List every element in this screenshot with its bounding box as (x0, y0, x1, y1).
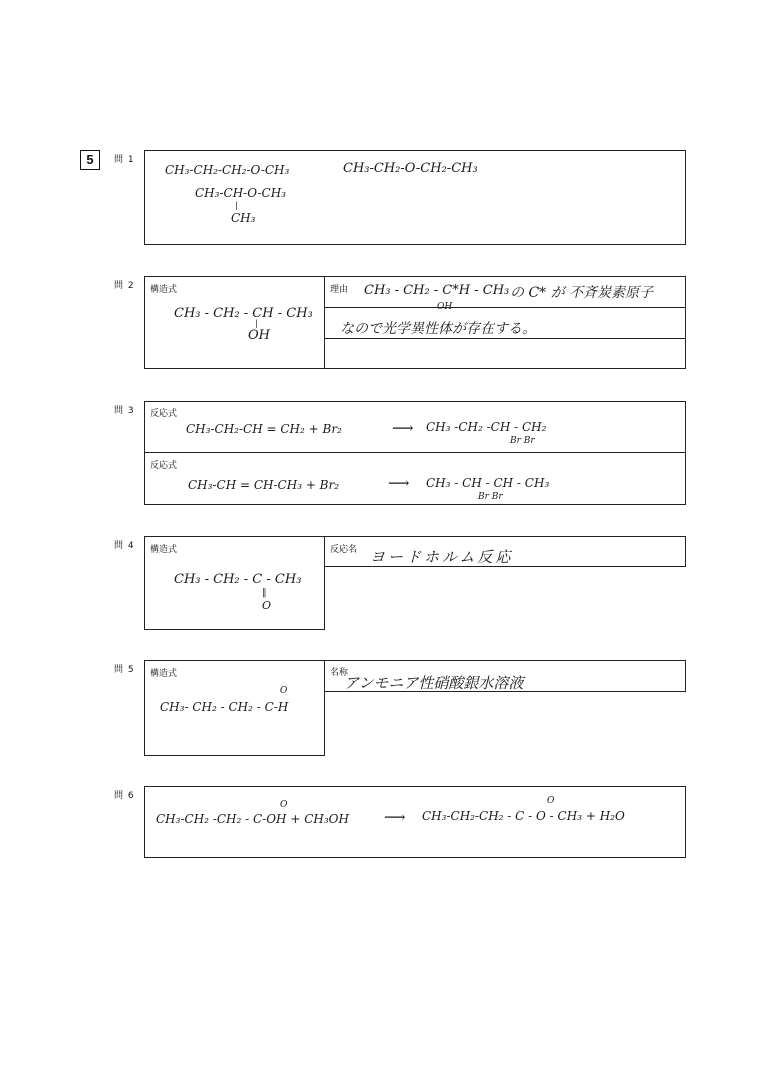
q4-structure-header: 構造式 (150, 545, 178, 555)
q3-header-2: 反応式 (150, 461, 178, 471)
q3-eq1-right: CH₃ -CH₂ -CH - CH₂ (426, 420, 547, 434)
q3-eq2-br: Br Br (478, 492, 503, 502)
q5-structure-header: 構造式 (150, 669, 178, 679)
q4-label: 問 4 (114, 541, 135, 551)
q1-answer-b: CH₃-CH-O-CH₃ (195, 186, 287, 200)
q5-structure-o: O (280, 686, 288, 696)
q1-answer-b-branch: CH₃ (231, 211, 256, 225)
q3-divider (144, 452, 686, 453)
q5-name-value: アンモニア性硝酸銀水溶液 (344, 674, 524, 692)
q2-reason-text-2: なので光学異性体が存在する。 (340, 321, 536, 337)
q2-structure-bond: | (255, 319, 258, 328)
q5-structure-main: CH₃- CH₂ - CH₂ - C-H (160, 700, 289, 714)
q2-label: 問 2 (114, 281, 135, 291)
q2-reason-header: 理由 (330, 285, 349, 295)
q6-arrow: ⟶ (384, 808, 406, 826)
q3-eq1-br: Br Br (510, 436, 535, 446)
q6-left-o: O (280, 800, 288, 810)
q4-structure-bond: ‖ (262, 588, 267, 598)
q4-structure-main: CH₃ - CH₂ - C - CH₃ (174, 572, 302, 587)
q3-label: 問 3 (114, 406, 135, 416)
q2-reason-rule-2 (324, 338, 686, 339)
q2-structure-main: CH₃ - CH₂ - CH - CH₃ (174, 306, 313, 321)
q5-label: 問 5 (114, 665, 135, 675)
q4-reaction-header: 反応名 (330, 545, 358, 555)
q2-structure-header: 構造式 (150, 285, 178, 295)
q1-answer-b-bond: | (235, 201, 238, 210)
q1-answer-c: CH₃-CH₂-O-CH₂-CH₃ (343, 161, 478, 176)
q1-answer-box (144, 150, 686, 245)
q1-answer-a: CH₃-CH₂-CH₂-O-CH₃ (165, 163, 290, 177)
q4-structure-branch: O (262, 599, 272, 612)
q3-eq1-arrow: ⟶ (392, 419, 414, 437)
q6-label: 問 6 (114, 791, 135, 801)
q3-eq2-right: CH₃ - CH - CH - CH₃ (426, 476, 550, 490)
q6-left: CH₃-CH₂ -CH₂ - C-OH + CH₃OH (156, 812, 349, 826)
q5-name-header: 名称 (330, 668, 349, 678)
q2-reason-formula: CH₃ - CH₂ - C*H - CH₃ (364, 283, 510, 298)
q2-reason-text-1: の C* が 不斉炭素原子 (510, 285, 654, 301)
q1-label: 問 1 (114, 155, 135, 165)
q4-reaction-name: ヨードホルム反応 (370, 548, 514, 566)
question-number-box: 5 (80, 150, 100, 170)
q6-right: CH₃-CH₂-CH₂ - C - O - CH₃ + H₂O (422, 809, 625, 823)
q3-eq2-left: CH₃-CH = CH-CH₃ + Br₂ (188, 478, 340, 492)
q2-structure-branch: OH (248, 328, 270, 343)
q2-reason-rule-1 (324, 307, 686, 308)
q3-eq2-arrow: ⟶ (388, 474, 410, 492)
q2-reason-oh: OH (437, 302, 453, 312)
q3-eq1-left: CH₃-CH₂-CH = CH₂ + Br₂ (186, 422, 342, 436)
q3-header-1: 反応式 (150, 409, 178, 419)
q6-right-o: O (547, 796, 555, 806)
q2-divider (324, 276, 325, 369)
